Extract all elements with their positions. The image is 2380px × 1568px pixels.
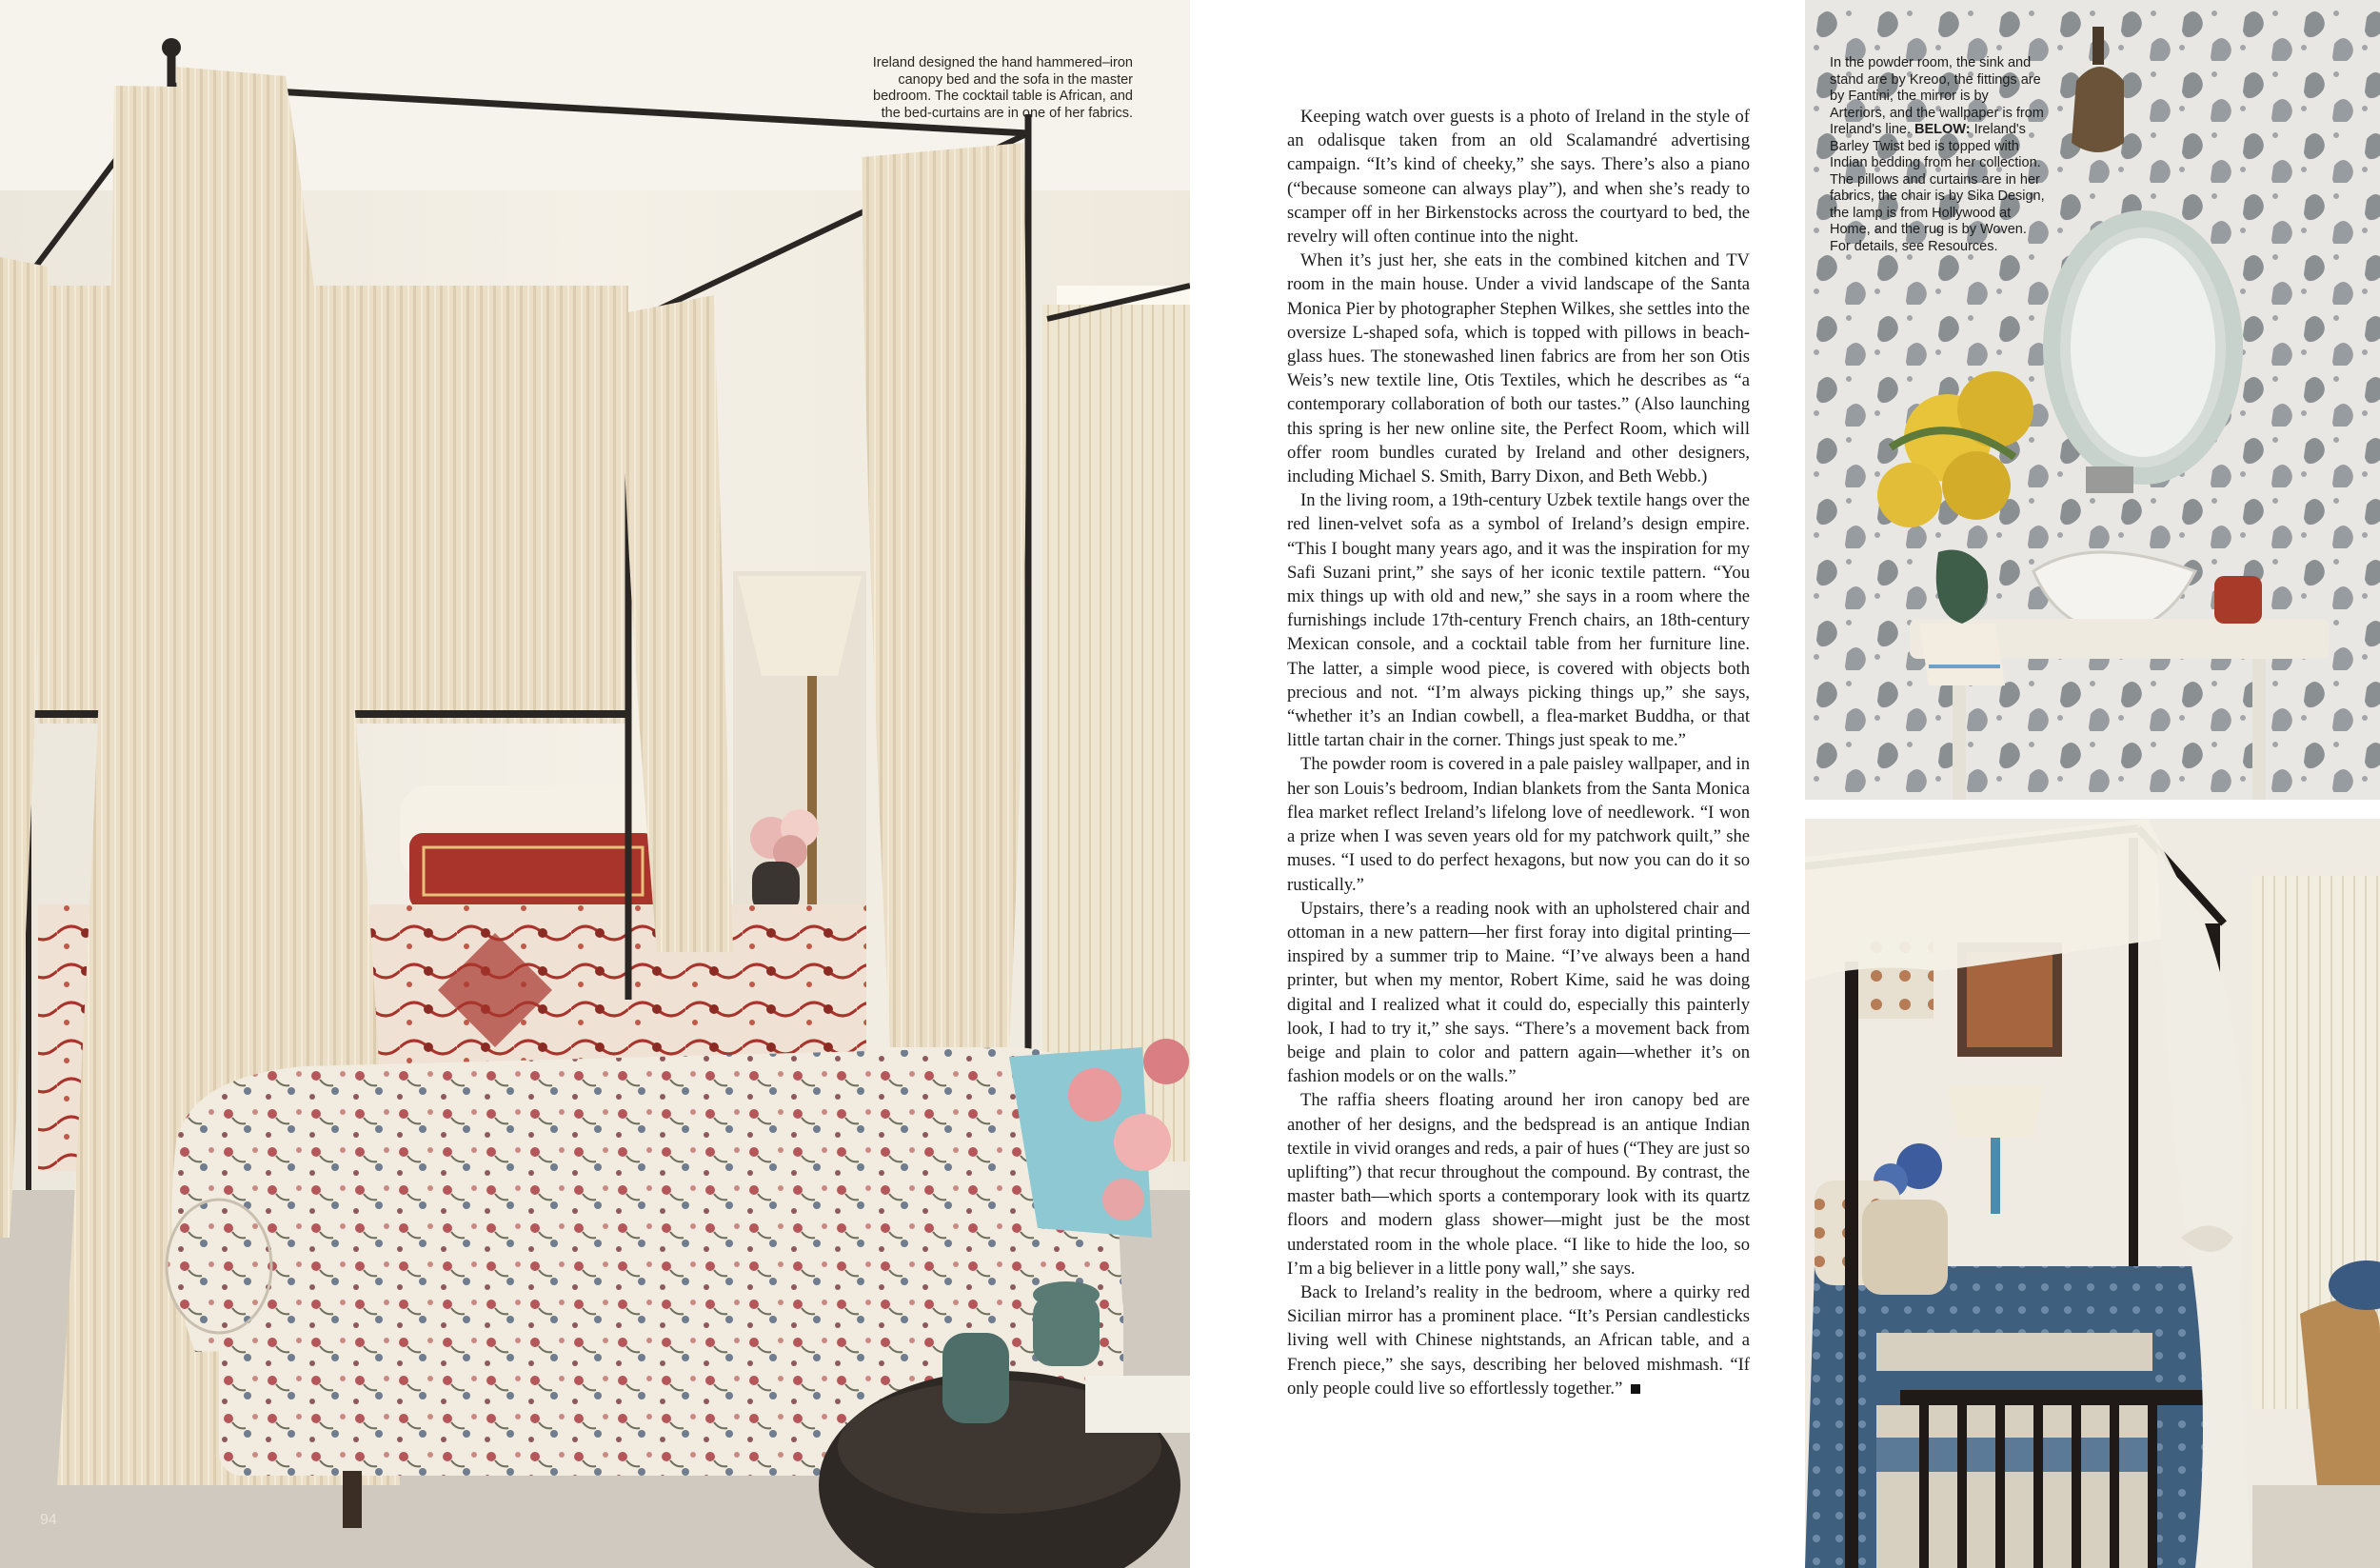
article-paragraph: When it’s just her, she eats in the combined kitchen and TV room in the main house. Under a vivid landscape of the Santa Monica Pier by photographer Stephen Wilkes, she settles into the oversize L-shaped sofa, which is topped with pillows in beach-glass hues. The stonewashed linen fabrics are from her son Otis Weis’s new textile line, Otis Textiles, which he describes as “a contemporary collaboration of both our tastes.” (Also launching this spring is her new online site, the Perfect Room, which will offer room bundles curated by Ireland and other designers, including Michael S. Smith, Barry Dixon, and Beth Webb.): [1287, 250, 1750, 487]
master-bedroom-caption: Ireland designed the hand hammered–iron canopy bed and the sofa in the master bedroom. The cocktail table is African, and the bed-curtains are in one of her fabrics.: [872, 55, 1133, 121]
article-paragraph: Keeping watch over guests is a photo of Ireland in the style of an odalisque taken from an old Scalamandré advertising campaign. “It’s kind of cheeky,” she says. There’s also a piano (“because someone can always play”), and when she’s ready to scamper off in her Birkenstocks across the courtyard to bed, the revelry will often continue into the night.: [1287, 107, 1750, 248]
end-of-article-mark: [1631, 1384, 1640, 1394]
article-body: [1287, 105, 1750, 1400]
article-paragraph: The powder room is covered in a pale paisley wallpaper, and in her son Louis’s bedroom, Indian blankets from the Santa Monica flea market reflect Ireland’s lifelong love of needlework. “I won a prize when I was seven years old for my patchwork quilt,” she muses. “I used to do perfect hexagons, but now you can do it so rustically.”: [1287, 754, 1750, 895]
article-paragraph: In the living room, a 19th-century Uzbek textile hangs over the red linen-velvet sofa as a symbol of Ireland’s design empire. “This I bought many years ago, and it was the inspiration for my Safi Suzani print,” she says of her iconic textile pattern. “You mix things up with old and new,” she says in a room where the furnishings include 17th-century French chairs, an 18th-century Mexican console, and a cocktail table from her furniture line. The latter, a simple wood piece, is covered with objects both precious and not. “I’m always picking things up,” she says, “whether it’s an Indian cowbell, a flea-market Buddha, or that little tartan chair in the corner. Things just speak to me.”: [1287, 490, 1750, 751]
article-paragraph: The raffia sheers floating around her iron canopy bed are another of her designs, and the bedspread is an antique Indian textile in vivid oranges and reds, a pair of hues (“They are just so uplifting”) that recur throughout the compound. By contrast, the master bath—which sports a contemporary look with its quartz floors and modern glass shower—might just be the most understated room in the whole place. “I like to hide the loo, so I’m a big believer in a little pony wall,” she says.: [1287, 1090, 1750, 1279]
caption-below-label: BELOW:: [1914, 122, 1971, 137]
powder-room-caption: [1830, 55, 2045, 255]
bedroom-caption-text: Ireland's Barley Twist bed is topped with Indian bedding from her collection. The pillows and curtains are in her fabrics, the chair is by Sika Design, the lamp is from Hollywood at Home, and the rug is by Woven. For details, see Resources.: [1830, 122, 2045, 254]
article-paragraph-final: Back to Ireland’s reality in the bedroom, where a quirky red Sicilian mirror has a prominent place. “It’s Persian candlesticks living well with Chinese nightstands, an African table, and a French piece,” she says, describing her beloved mishmash. “If only people could live so effortlessly together.”: [1287, 1281, 1750, 1399]
powder-room-caption-text: In the powder room, the sink and stand are by Kreoo, the fittings are by Fantini, the mirror is by Arteriors, and the wallpaper is from Ireland's line.: [1830, 55, 2044, 137]
page-number: 94: [40, 1512, 57, 1528]
article-paragraph: Upstairs, there’s a reading nook with an upholstered chair and ottoman in a new pattern—her first foray into digital printing—inspired by a summer trip to Maine. “I’ve always been a hand printer, but when my mentor, Robert Kime, said he was doing digital and I realized what it could do, especially this painterly look, I had to try it,” she says. “There’s a movement back from beige and plain to color and pattern again—whether it’s on fashion models or on the walls.”: [1287, 898, 1750, 1087]
barley-twist-bedroom-photo: [1805, 819, 2380, 1568]
